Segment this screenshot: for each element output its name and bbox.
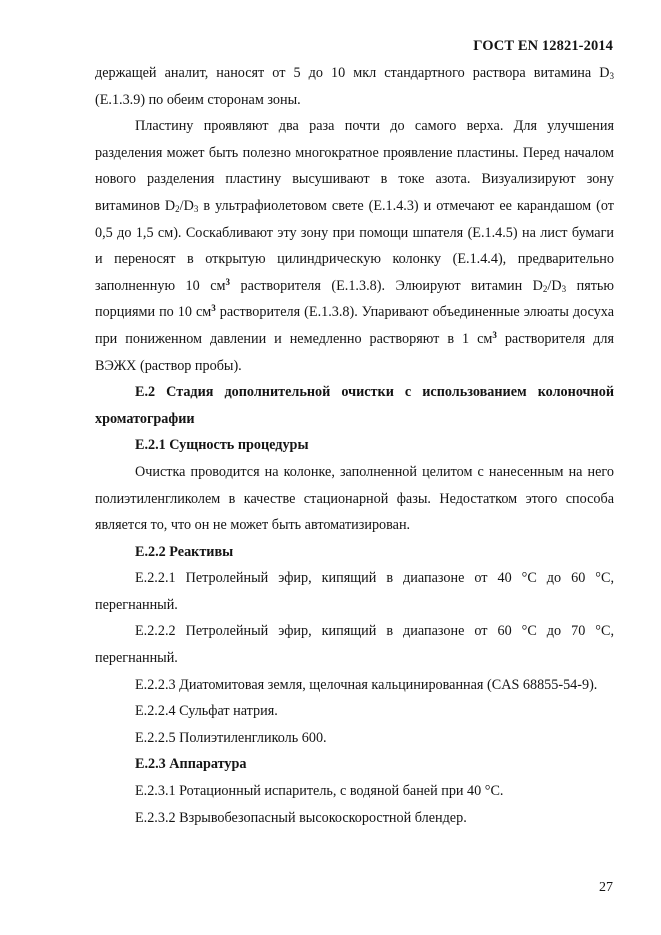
list-item-e232: Е.2.3.2 Взрывобезопасный высокоскоростной блендер. <box>135 809 467 826</box>
text-run: (Е.1.3.9) по обеим сторонам зоны. <box>95 91 301 108</box>
paragraph-continuation <box>95 60 614 113</box>
subsection-heading-e21: Е.2.1 Сущность процедуры <box>135 437 309 454</box>
subscript: 3 <box>609 71 614 81</box>
list-item-e224: Е.2.2.4 Сульфат натрия. <box>135 703 278 720</box>
list-item-e222: Е.2.2.2 Петролейный эфир, кипящий в диапазоне от 60 °С до 70 °С, перегнанный. <box>95 623 614 667</box>
section-heading-e2: Е.2 Стадия дополнительной очистки с использованием колоночной хроматографии <box>95 384 614 427</box>
text-run: Пластину проявляют два раза почти до самого верха. Для улучшения разделения может быть полезно многократное проявление пластины. Перед началом нового разделения пластину высушивают в токе азота. Визуализируют зону витаминов D <box>95 118 614 214</box>
subscript: 3 <box>193 203 199 214</box>
text-run: держащей аналит, наносят от 5 до 10 мкл стандартного раствора витамина D <box>95 65 610 81</box>
text-run: растворителя (Е.1.3.8). Упаривают объединенные элюаты досуха при пониженном давлении и немедленно растворяют в 1 см <box>95 304 614 347</box>
text-run: в ультрафиолетовом свете (Е.1.4.3) и отмечают ее карандашом (от 0,5 до 1,5 см). Соскабливают эту зону при помощи шпателя (Е.1.4.5) на лист бумаги и переносят в открытую цилиндрическую колонку (Е.1.4.4), предварительно заполненную 10 см <box>95 197 614 294</box>
superscript: 3 <box>492 329 497 340</box>
subscript: 3 <box>561 283 567 294</box>
text-run: растворителя для ВЭЖХ (раствор пробы). <box>95 330 615 374</box>
superscript: 3 <box>225 276 231 287</box>
subsection-heading-e22: Е.2.2 Реактивы <box>135 543 234 560</box>
list-item-e231: Е.2.3.1 Ротационный испаритель, с водяной баней при 40 °С. <box>135 783 504 800</box>
superscript: 3 <box>211 303 216 314</box>
subscript: 2 <box>542 283 548 294</box>
subsection-heading-e23: Е.2.3 Аппаратура <box>135 756 247 773</box>
text-run: /D <box>547 277 562 294</box>
paragraph-e21: Очистка проводится на колонке, заполненной целитом с нанесенным на него полиэтиленгликолем в качестве стационарной фазы. Недостатком этого способа является то, что он не может быть автоматизирован. <box>95 463 614 534</box>
text-run: растворителя (Е.1.3.8). Элюируют витамин D <box>230 277 543 294</box>
page-content <box>95 60 614 831</box>
list-item-e225: Е.2.2.5 Полиэтиленгликоль 600. <box>135 729 327 746</box>
list-item-e223: Е.2.2.3 Диатомитовая земля, щелочная кальцинированная (CAS 68855-54-9). <box>135 676 598 693</box>
list-item-e221: Е.2.2.1 Петролейный эфир, кипящий в диапазоне от 40 °С до 60 °С, перегнанный. <box>95 570 614 613</box>
text-run: /D <box>179 197 194 214</box>
paragraph-development <box>95 113 614 379</box>
text-run: пятью порциями по 10 см <box>95 277 614 321</box>
page-number: 27 <box>599 880 613 895</box>
subscript: 2 <box>175 203 180 214</box>
document-code-header: ГОСТ EN 12821-2014 <box>473 38 613 54</box>
